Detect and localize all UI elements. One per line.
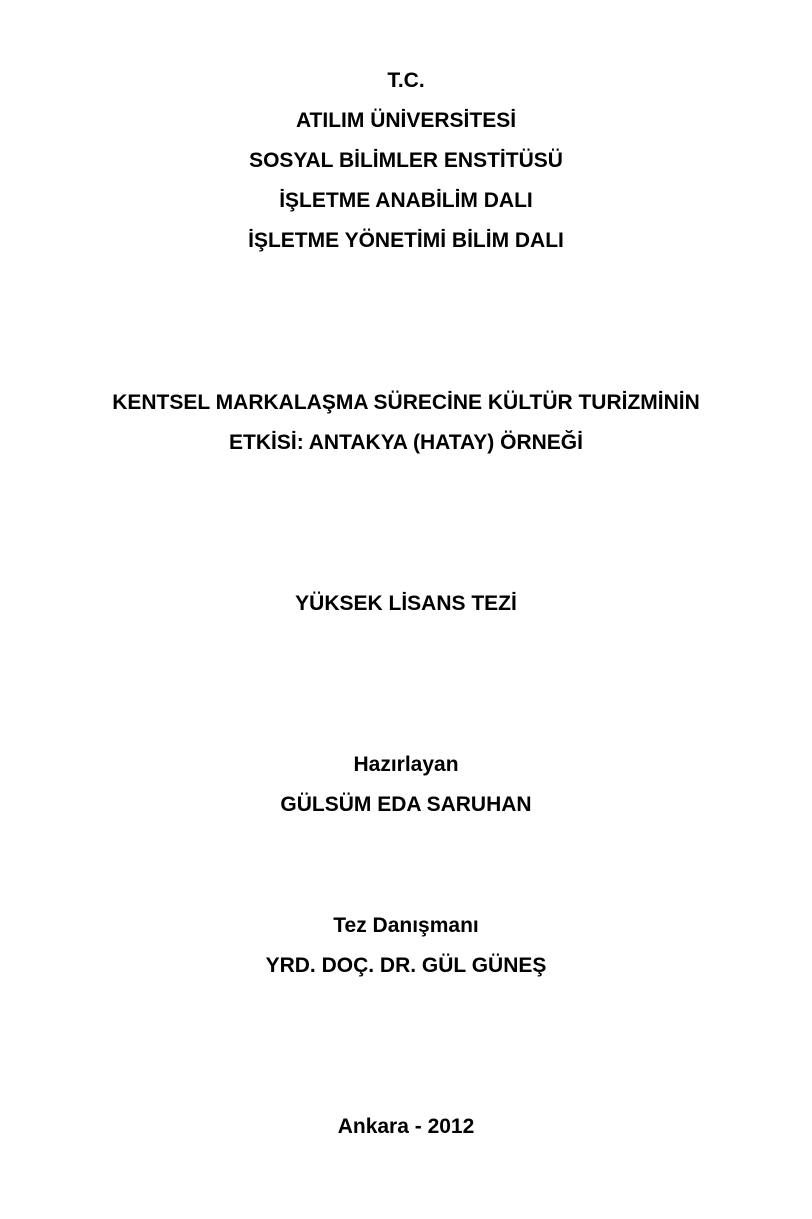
thesis-title-line-2: ETKİSİ: ANTAKYA (HATAY) ÖRNEĞİ bbox=[229, 431, 583, 454]
author-label: Hazırlayan bbox=[353, 753, 459, 776]
advisor-name: YRD. DOÇ. DR. GÜL GÜNEŞ bbox=[265, 954, 547, 977]
department-name: İŞLETME ANABİLİM DALI bbox=[279, 189, 533, 212]
division-name: İŞLETME YÖNETİMİ BİLİM DALI bbox=[248, 229, 564, 252]
institute-name: SOSYAL BİLİMLER ENSTİTÜSÜ bbox=[249, 149, 563, 172]
author-name: GÜLSÜM EDA SARUHAN bbox=[280, 793, 532, 816]
university-name: ATILIM ÜNİVERSİTESİ bbox=[295, 109, 517, 132]
advisor-label: Tez Danışmanı bbox=[333, 914, 479, 937]
place-date: Ankara - 2012 bbox=[337, 1115, 475, 1138]
thesis-type: YÜKSEK LİSANS TEZİ bbox=[295, 592, 517, 615]
country-line: T.C. bbox=[387, 69, 425, 92]
thesis-title-line-1: KENTSEL MARKALAŞMA SÜRECİNE KÜLTÜR TURİZMİNİN bbox=[112, 391, 700, 414]
